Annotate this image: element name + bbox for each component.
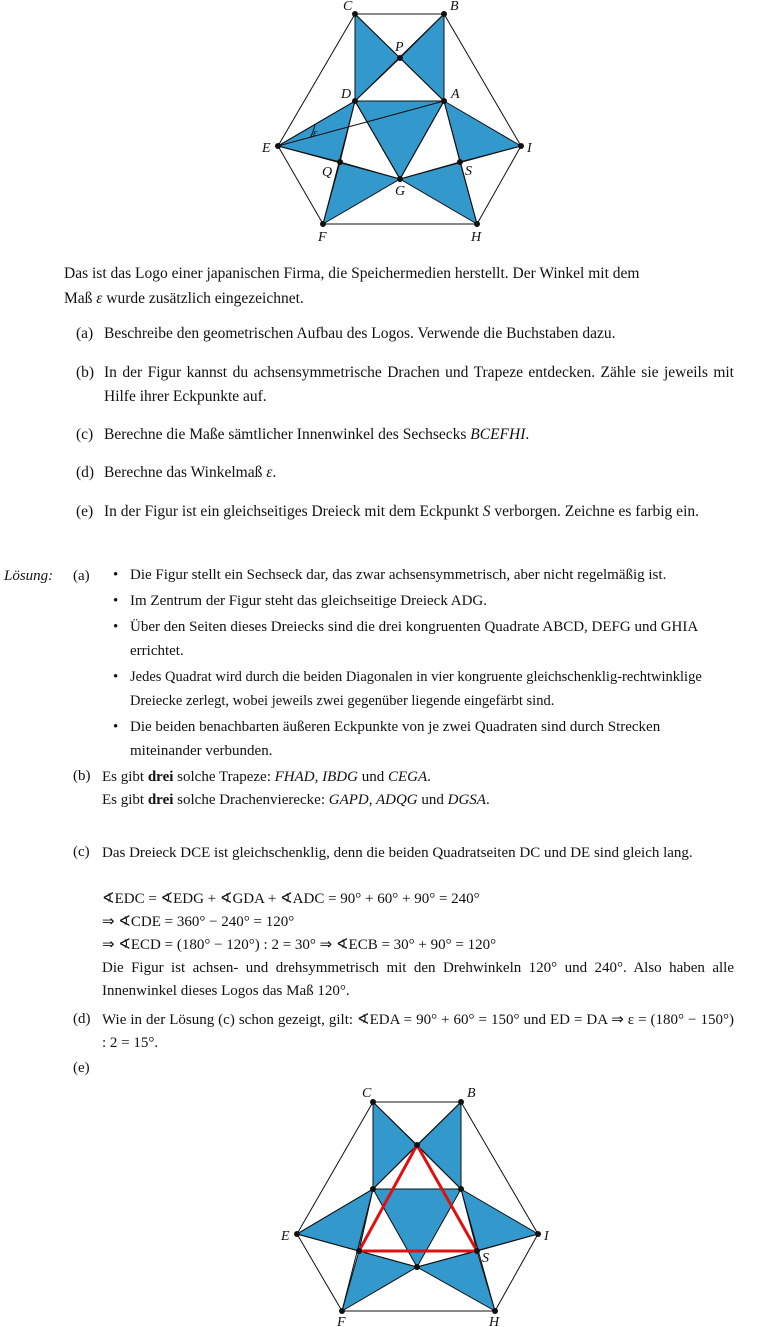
- label-B: B: [467, 1086, 476, 1101]
- question-label: (d): [76, 464, 95, 481]
- label-epsilon: ε: [313, 127, 318, 139]
- solution-figure: [0, 1078, 758, 1327]
- solution-a-bullet: Im Zentrum der Figur steht das gleichseitige Dreieck ADG.: [130, 593, 487, 609]
- shaded-triangle: [323, 162, 400, 224]
- solution-a-bullet: Die beiden benachbarten äußeren Eckpunkte von je zwei Quadraten sind durch Strecken miteinander verbunden.: [130, 719, 661, 759]
- question-label: (a): [76, 325, 94, 342]
- question-e: In der Figur ist ein gleichseitiges Dreieck mit dem Eckpunkt S verborgen. Zeichne es farbig ein.: [104, 503, 699, 520]
- solution-a-label: (a): [73, 568, 90, 584]
- solution-c-eq3: ⇒ ∢ECD = (180° − 120°) : 2 = 30° ⇒ ∢ECB = 30° + 90° = 120°: [102, 937, 497, 953]
- solution-c-text: Die Figur ist achsen- und drehsymmetrisch mit den Drehwinkeln 120° und 240°. Also haben alle Innenwinkel dieses Logos das Maß 120°.: [102, 960, 734, 999]
- solution-d-label: (d): [73, 1011, 91, 1027]
- bullet: •: [113, 719, 119, 735]
- bullet: •: [113, 567, 119, 583]
- label-F: F: [318, 230, 327, 245]
- label-S: S: [465, 164, 472, 179]
- label-C: C: [343, 0, 353, 14]
- label-E: E: [262, 141, 271, 156]
- label-H: H: [471, 230, 482, 245]
- label-G: G: [395, 184, 406, 199]
- label-I: I: [544, 1229, 549, 1244]
- question-a: Beschreibe den geometrischen Aufbau des Logos. Verwende die Buchstaben dazu.: [104, 325, 616, 342]
- intro-text: Das ist das Logo einer japanischen Firma, die Speichermedien herstellt. Der Winkel mit dem Maß ε wurde zusätzlich eingezeichnet.: [64, 265, 640, 307]
- label-E: E: [281, 1229, 290, 1244]
- solution-c-label: (c): [73, 844, 90, 860]
- bullet: •: [113, 593, 119, 609]
- question-label: (c): [76, 426, 94, 443]
- question-label: (e): [76, 503, 94, 520]
- solution-c-line1: Das Dreieck DCE ist gleichschenklig, denn die beiden Quadratseiten DC und DE sind gleich lang.: [102, 845, 693, 861]
- solution-a-bullet: Über den Seiten dieses Dreiecks sind die drei kongruenten Quadrate ABCD, DEFG und GHIA errichtet.: [130, 619, 698, 659]
- solution-e-label: (e): [73, 1060, 90, 1076]
- bullet: •: [113, 669, 119, 685]
- logo-figure: [0, 0, 758, 245]
- label-I: I: [527, 141, 532, 156]
- shaded-triangle: [400, 14, 444, 101]
- bullet: •: [113, 619, 119, 635]
- question-d: Berechne das Winkelmaß ε.: [104, 464, 277, 481]
- question-label: (b): [76, 364, 95, 381]
- label-S: S: [482, 1251, 489, 1266]
- shaded-triangle: [444, 101, 521, 162]
- solution-a-bullet: Die Figur stellt ein Sechseck dar, das zwar achsensymmetrisch, aber nicht regelmäßig ist.: [130, 567, 667, 583]
- label-H: H: [489, 1315, 500, 1327]
- label-B: B: [450, 0, 459, 14]
- solution-b-line1: Es gibt drei solche Trapeze: FHAD, IBDG und CEGA.: [102, 769, 431, 785]
- label-C: C: [362, 1086, 372, 1101]
- shaded-triangle: [355, 14, 400, 101]
- label-D: D: [341, 87, 352, 102]
- label-A: A: [451, 87, 460, 102]
- solution-b-label: (b): [73, 768, 91, 784]
- question-b: In der Figur kannst du achsensymmetrische Drachen und Trapeze entdecken. Zähle sie jeweils mit Hilfe ihrer Eckpunkte auf.: [104, 364, 734, 405]
- label-P: P: [395, 40, 404, 55]
- solution-a-bullet: Jedes Quadrat wird durch die beiden Diagonalen in vier kongruente gleichschenklig-rechtwinklige Dreiecke zerlegt, wobei jeweils zwei gegenüber liegende eingefärbt sind.: [130, 669, 702, 709]
- solution-b-line2: Es gibt drei solche Drachenvierecke: GAPD, ADQG und DGSA.: [102, 792, 490, 808]
- solution-d-text: Wie in der Lösung (c) schon gezeigt, gilt: ∢EDA = 90° + 60° = 150° und ED = DA ⇒ ε = (180° − 150°) : 2 = 15°.: [102, 1012, 734, 1051]
- question-c: Berechne die Maße sämtlicher Innenwinkel des Sechsecks BCEFHI.: [104, 426, 530, 443]
- solution-c-eq1: ∢EDC = ∢EDG + ∢GDA + ∢ADC = 90° + 60° + 90° = 240°: [102, 891, 480, 907]
- label-Q: Q: [322, 165, 333, 180]
- label-F: F: [337, 1315, 346, 1327]
- solution-label: Lösung:: [4, 568, 54, 584]
- solution-c-eq2: ⇒ ∢CDE = 360° − 240° = 120°: [102, 914, 295, 930]
